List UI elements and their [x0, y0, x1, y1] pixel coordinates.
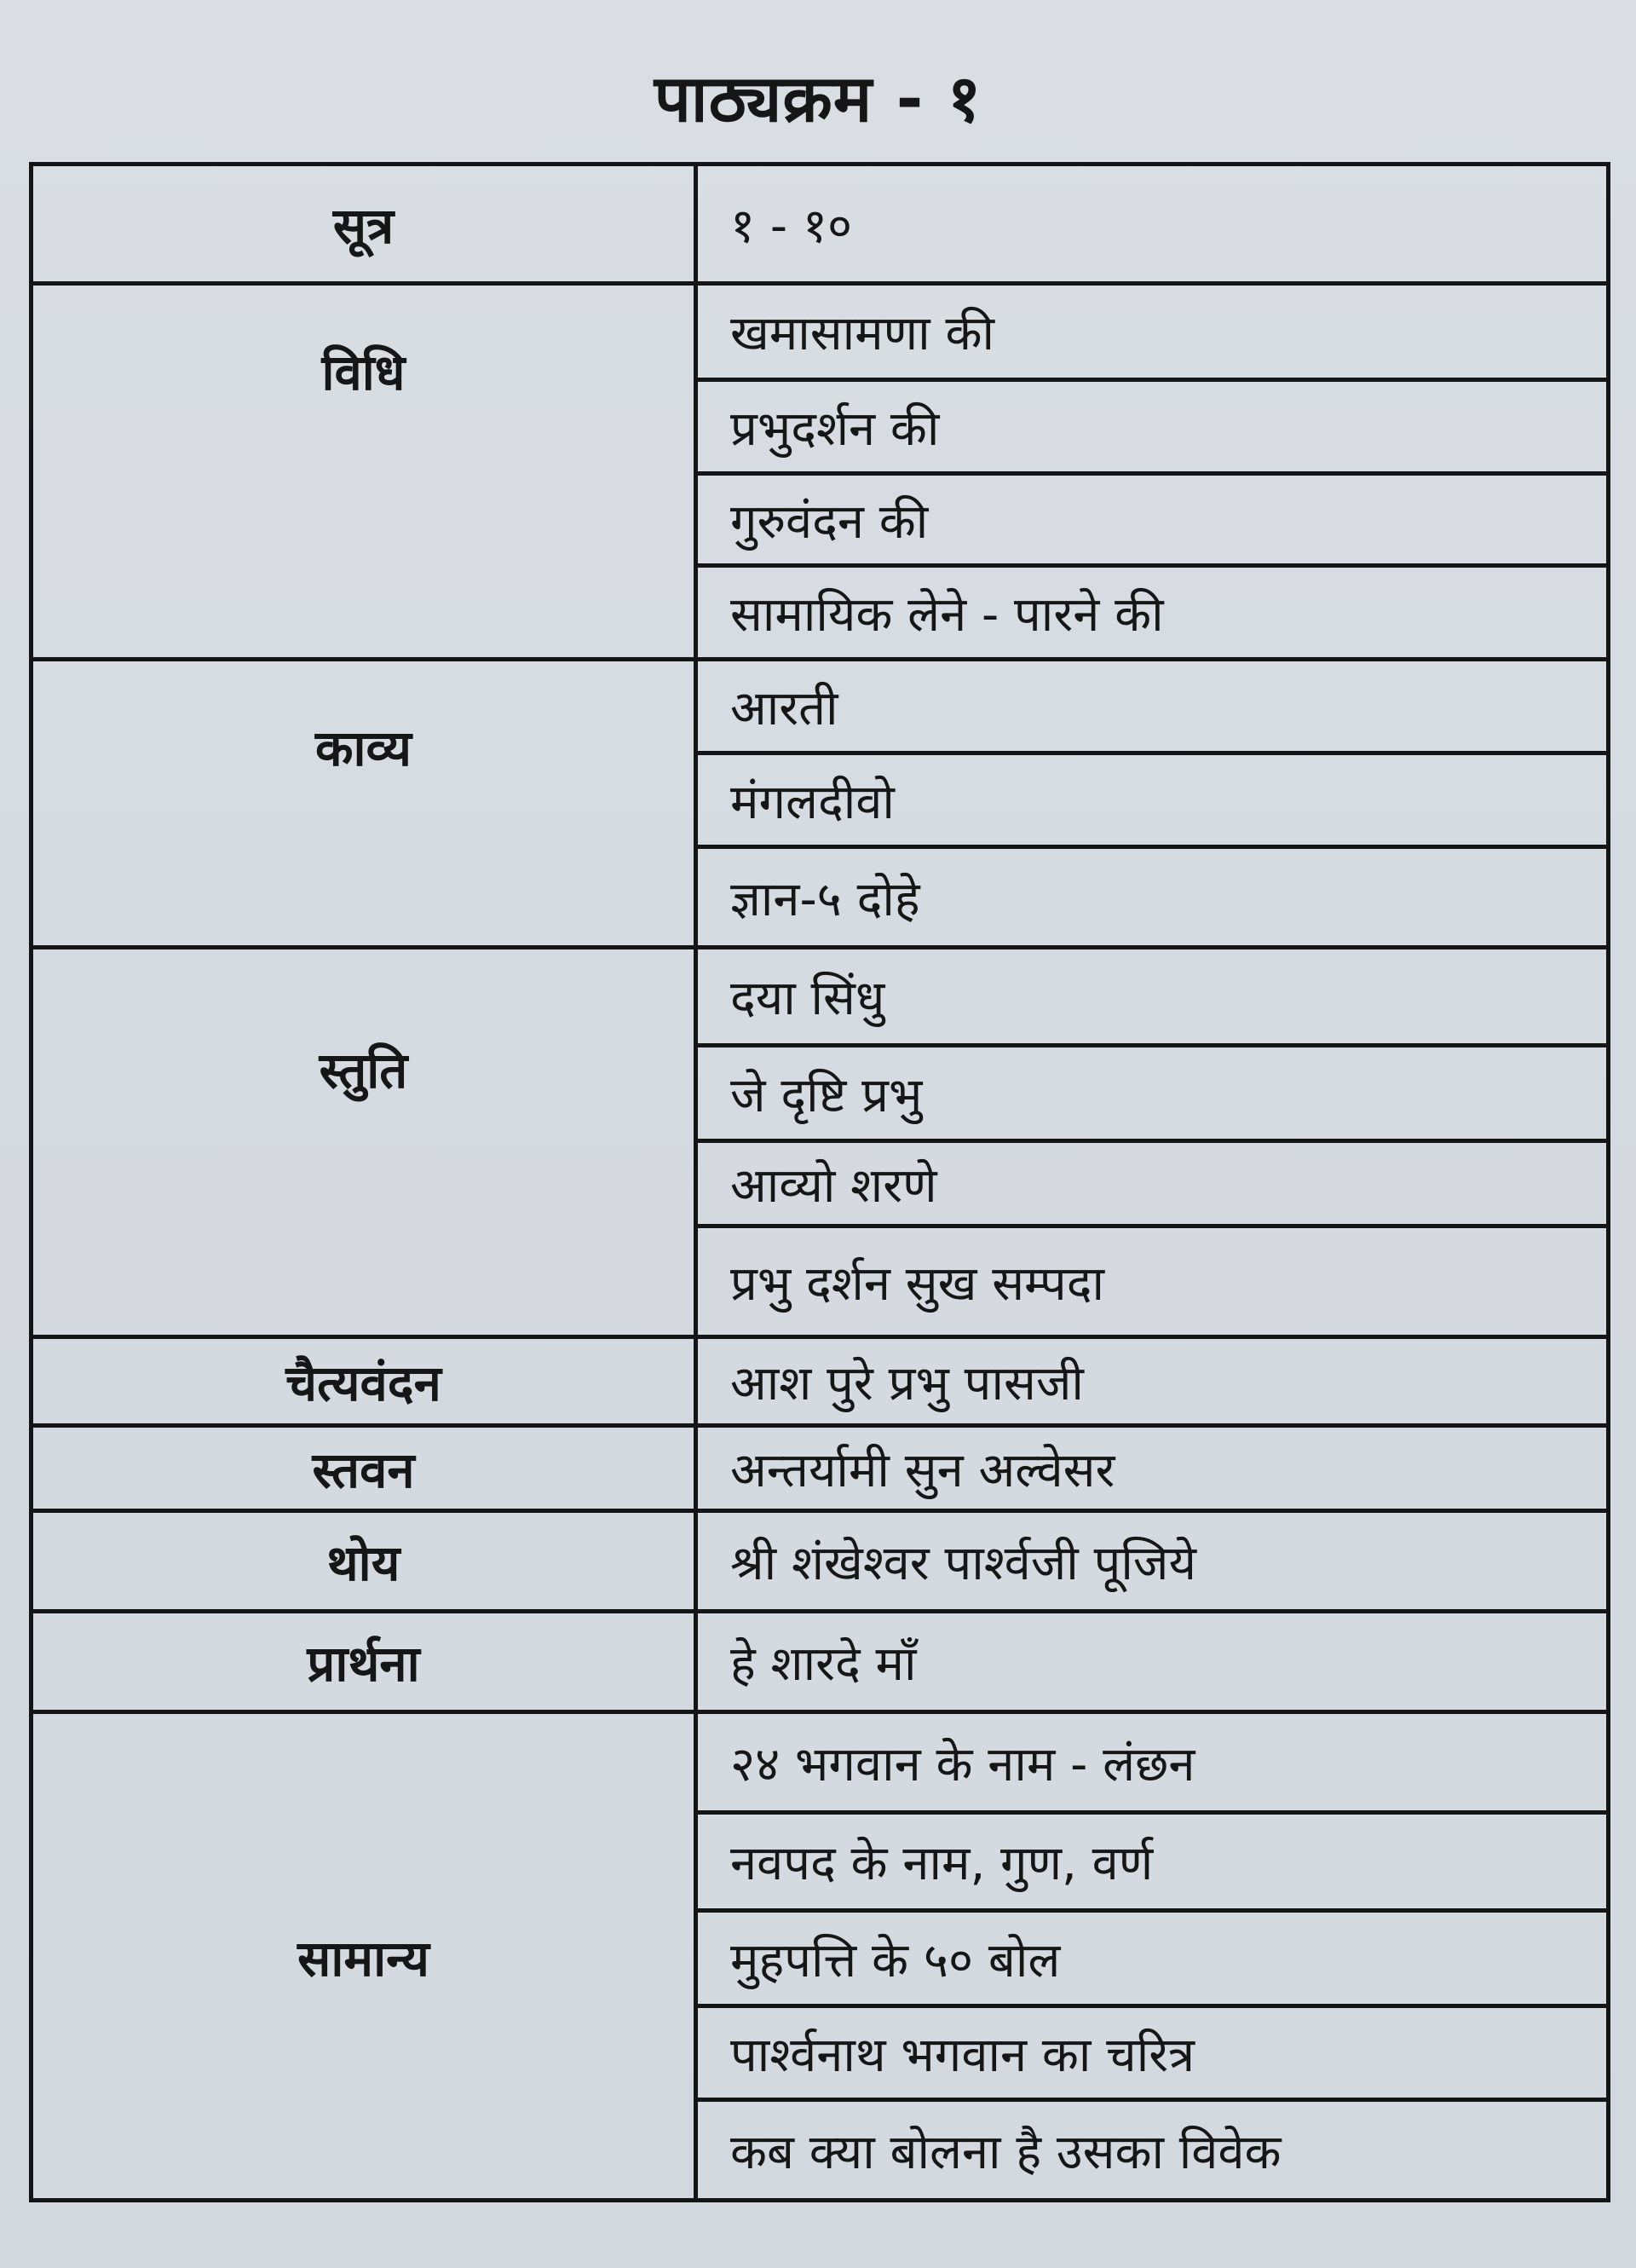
list-item: कब क्या बोलना है उसका विवेक: [696, 2100, 1609, 2201]
table-row: [32, 1337, 1609, 1426]
syllabus-table: [29, 162, 1610, 2202]
list-item: ज्ञान-५ दोहे: [696, 847, 1609, 948]
list-item: श्री शंखेश्वर पार्श्वजी पूजिये: [696, 1511, 1609, 1612]
list-item: पार्श्वनाथ भगवान का चरित्र: [696, 2006, 1609, 2100]
list-item: अन्तर्यामी सुन अल्वेसर: [696, 1426, 1609, 1511]
table-row: [32, 1426, 1609, 1511]
table-row: [32, 164, 1609, 284]
table-row: [32, 284, 1609, 380]
list-item: दया सिंधु: [696, 948, 1609, 1046]
list-item: नवपद के नाम, गुण, वर्ण: [696, 1813, 1609, 1911]
list-item: १ - १०: [696, 164, 1609, 284]
category-samanya: सामान्य: [32, 1712, 696, 2201]
category-stavan: स्तवन: [32, 1426, 696, 1511]
table-row: [32, 1712, 1609, 1813]
list-item: मुहपत्ति के ५० बोल: [696, 1911, 1609, 2006]
list-item: गुरुवंदन की: [696, 474, 1609, 566]
category-thoy: थोय: [32, 1511, 696, 1612]
category-prarthana: प्रार्थना: [32, 1612, 696, 1712]
list-item: आरती: [696, 660, 1609, 753]
list-item: सामायिक लेने - पारने की: [696, 566, 1609, 660]
list-item: हे शारदे माँ: [696, 1612, 1609, 1712]
list-item: प्रभु दर्शन सुख सम्पदा: [696, 1226, 1609, 1337]
table-row: [32, 660, 1609, 753]
list-item: मंगलदीवो: [696, 753, 1609, 847]
category-stuti: स्तुति: [32, 948, 696, 1337]
page-title: पाठ्यक्रम - १: [654, 61, 982, 136]
list-item: आश पुरे प्रभु पासजी: [696, 1337, 1609, 1426]
category-kavya: काव्य: [32, 660, 696, 948]
list-item: प्रभुदर्शन की: [696, 380, 1609, 474]
table-row: [32, 1612, 1609, 1712]
category-chaityavandan: चैत्यवंदन: [32, 1337, 696, 1426]
list-item: आव्यो शरणे: [696, 1141, 1609, 1226]
table-row: [32, 1511, 1609, 1612]
category-vidhi: विधि: [32, 284, 696, 660]
table-row: [32, 948, 1609, 1046]
list-item: जे दृष्टि प्रभु: [696, 1046, 1609, 1141]
category-sutra: सूत्र: [32, 164, 696, 284]
list-item: खमासामणा की: [696, 284, 1609, 380]
list-item: २४ भगवान के नाम - लंछन: [696, 1712, 1609, 1813]
